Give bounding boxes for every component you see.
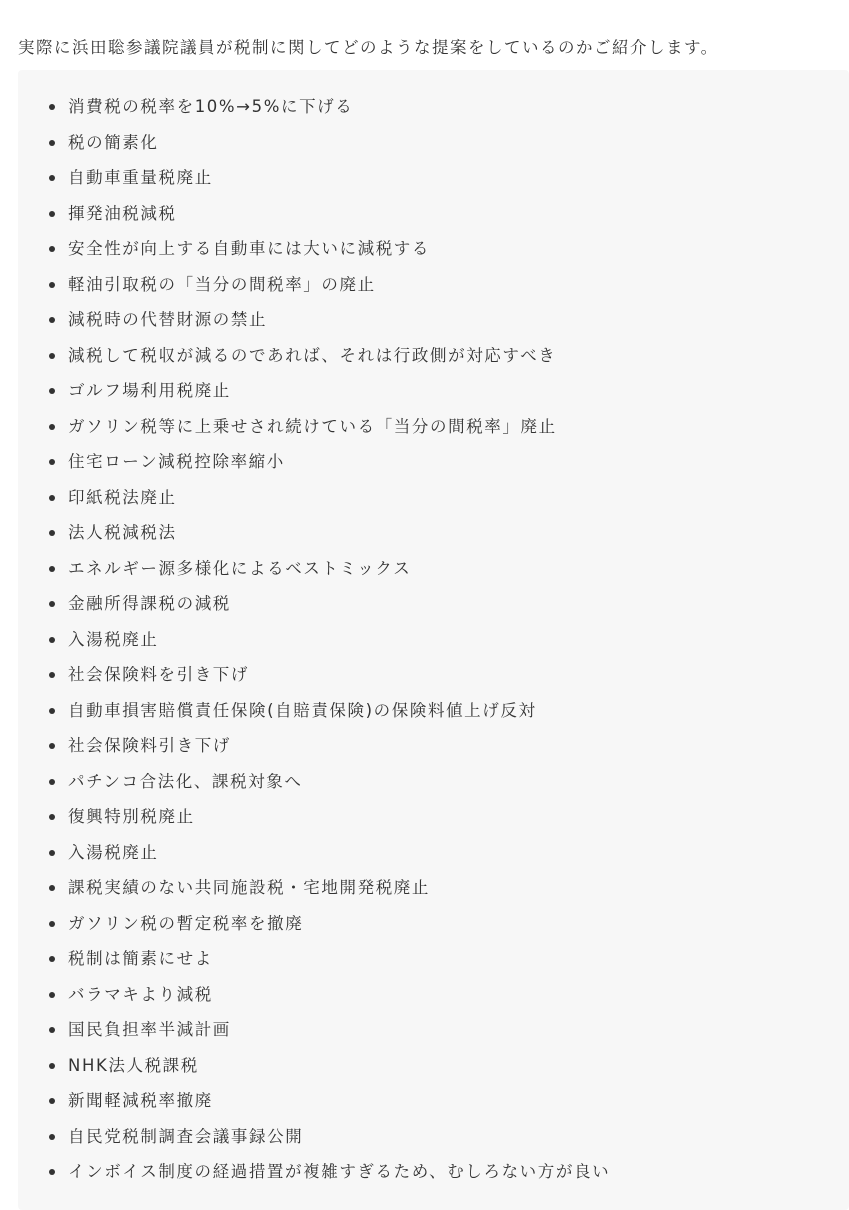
list-item: 国民負担率半減計画 [18, 1012, 849, 1048]
list-item: 軽油引取税の「当分の間税率」の廃止 [18, 267, 849, 303]
list-item: 課税実績のない共同施設税・宅地開発税廃止 [18, 870, 849, 906]
list-item: インボイス制度の経過措置が複雑すぎるため、むしろない方が良い [18, 1154, 849, 1190]
list-item: 入湯税廃止 [18, 622, 849, 658]
list-item: 税制は簡素にせよ [18, 941, 849, 977]
list-item: 税の簡素化 [18, 125, 849, 161]
list-item: 消費税の税率を10%→5%に下げる [18, 89, 849, 125]
list-item: ガソリン税の暫定税率を撤廃 [18, 906, 849, 942]
list-item: 自民党税制調査会議事録公開 [18, 1119, 849, 1155]
list-item: 新聞軽減税率撤廃 [18, 1083, 849, 1119]
list-item: パチンコ合法化、課税対象へ [18, 764, 849, 800]
list-item: 減税時の代替財源の禁止 [18, 302, 849, 338]
list-item: 住宅ローン減税控除率縮小 [18, 444, 849, 480]
list-item: 社会保険料を引き下げ [18, 657, 849, 693]
proposal-list [18, 89, 849, 1190]
list-item: 印紙税法廃止 [18, 480, 849, 516]
list-item: エネルギー源多様化によるベストミックス [18, 551, 849, 587]
intro-text: 実際に浜田聡参議院議員が税制に関してどのような提案をしているのかご紹介します。 [18, 37, 719, 57]
proposal-list-box [18, 70, 849, 1210]
list-item: 減税して税収が減るのであれば、それは行政側が対応すべき [18, 338, 849, 374]
list-item: バラマキより減税 [18, 977, 849, 1013]
list-item: 復興特別税廃止 [18, 799, 849, 835]
list-item: ガソリン税等に上乗せされ続けている「当分の間税率」廃止 [18, 409, 849, 445]
list-item: ゴルフ場利用税廃止 [18, 373, 849, 409]
list-item: 入湯税廃止 [18, 835, 849, 871]
list-item: 自動車重量税廃止 [18, 160, 849, 196]
list-item: 自動車損害賠償責任保険(自賠責保険)の保険料値上げ反対 [18, 693, 849, 729]
list-item: 安全性が向上する自動車には大いに減税する [18, 231, 849, 267]
list-item: 金融所得課税の減税 [18, 586, 849, 622]
list-item: 法人税減税法 [18, 515, 849, 551]
list-item: 揮発油税減税 [18, 196, 849, 232]
list-item: 社会保険料引き下げ [18, 728, 849, 764]
list-item: NHK法人税課税 [18, 1048, 849, 1084]
